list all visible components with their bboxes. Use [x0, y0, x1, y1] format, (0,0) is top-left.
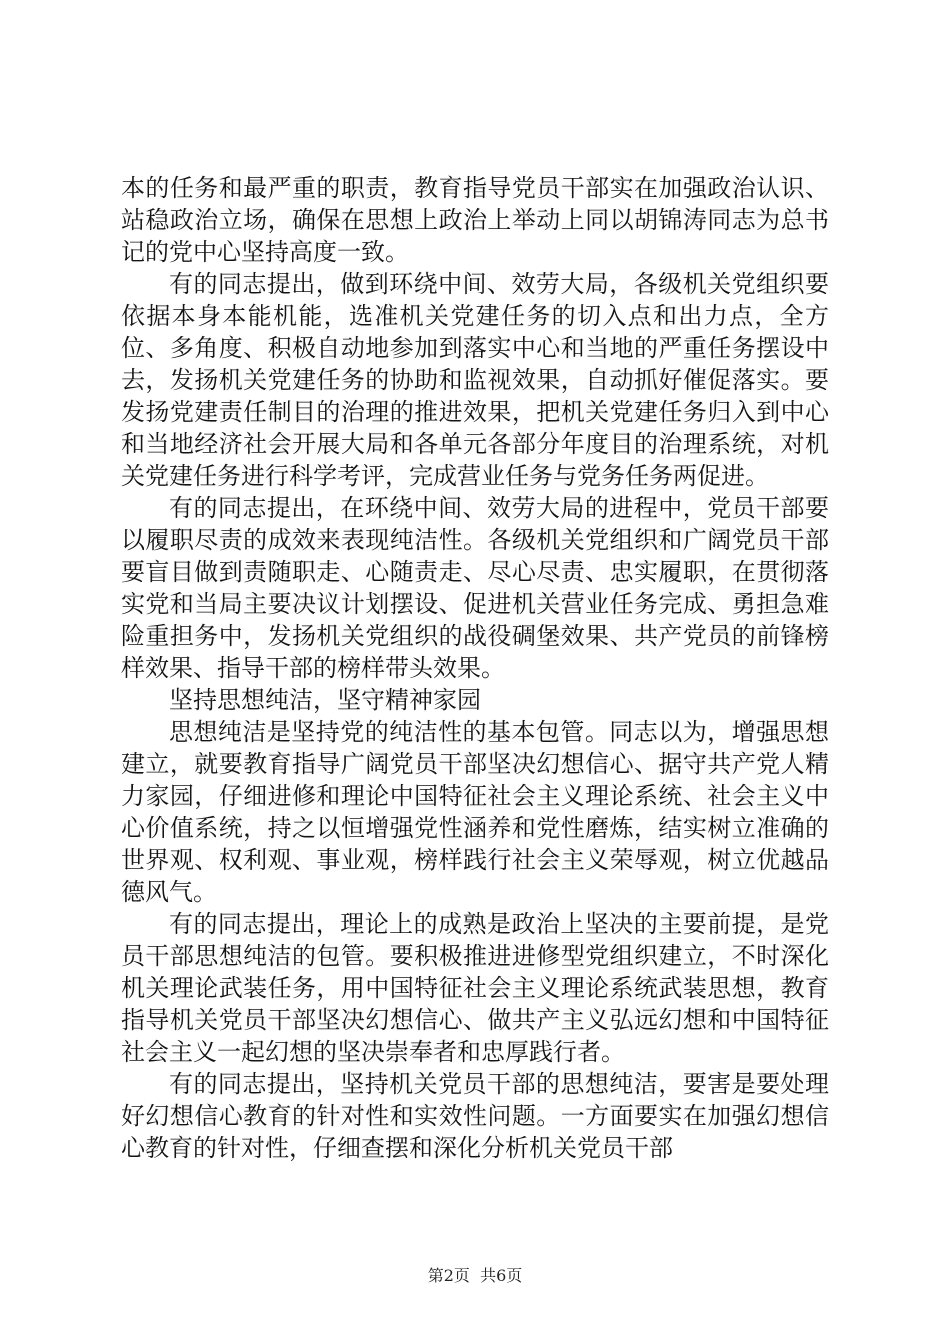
page-footer: 第2页 共6页 [427, 1266, 523, 1285]
paragraph: 有的同志提出，做到环绕中间、效劳大局，各级机关党组织要依据本身本能机能，选准机关党建任务的切入点和出力点，全方位、多角度、积极自动地参加到落实中心和当地的严重任务摆设中去，发扬机关党建任务的协助和监视效果，自动抓好催促落实。要发扬党建责任制目的治理的推进效果，把机关党建任务归入到中心和当地经济社会开展大局和各单元各部分年度目的治理系统，对机关党建任务进行科学考评，完成营业任务与党务任务两促进。 [121, 270, 829, 490]
paragraph-continued: 本的任务和最严重的职责，教育指导党员干部实在加强政治认识、站稳政治立场，确保在思想上政治上举动上同以胡锦涛同志为总书记的党中心坚持高度一致。 [121, 174, 829, 266]
document-body [121, 172, 829, 1164]
paragraph: 有的同志提出，理论上的成熟是政治上坚决的主要前提，是党员干部思想纯洁的包管。要积极推进进修型党组织建立，不时深化机关理论武装任务，用中国特征社会主义理论系统武装思想，教育指导机关党员干部坚决幻想信心、做共产主义弘远幻想和中国特征社会主义一起幻想的坚决崇奉者和忠厚践行者。 [121, 910, 829, 1066]
section-heading: 坚持思想纯洁，坚守精神家园 [169, 686, 481, 714]
paragraph: 思想纯洁是坚持党的纯洁性的基本包管。同志以为，增强思想建立，就要教育指导广阔党员干部坚决幻想信心、据守共产党人精力家园，仔细进修和理论中国特征社会主义理论系统、社会主义中心价值系统，持之以恒增强党性涵养和党性磨炼，结实树立准确的世界观、权利观、事业观，榜样践行社会主义荣辱观，树立优越品德风气。 [121, 718, 829, 906]
paragraph: 有的同志提出，坚持机关党员干部的思想纯洁，要害是要处理好幻想信心教育的针对性和实效性问题。一方面要实在加强幻想信心教育的针对性，仔细查摆和深化分析机关党员干部 [121, 1070, 829, 1162]
paragraph: 有的同志提出，在环绕中间、效劳大局的进程中，党员干部要以履职尽责的成效来表现纯洁性。各级机关党组织和广阔党员干部要盲目做到责随职走、心随责走、尽心尽责、忠实履职，在贯彻落实党和当局主要决议计划摆设、促进机关营业任务完成、勇担急难险重担务中，发扬机关党组织的战役碉堡效果、共产党员的前锋榜样效果、指导干部的榜样带头效果。 [121, 494, 829, 682]
